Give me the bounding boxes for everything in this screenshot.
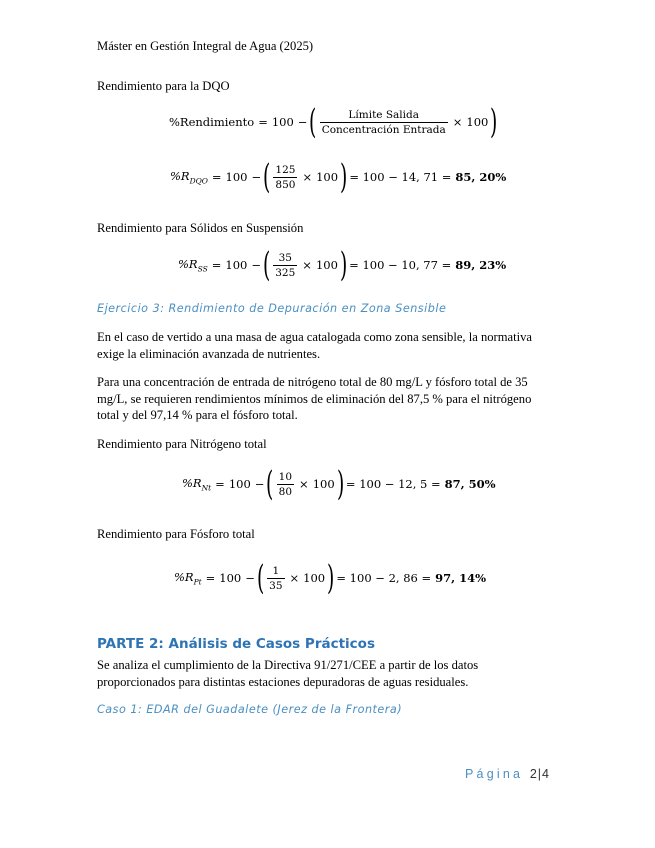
formula-nt-calc: $\%R_{Nt}$ = 100 − ( $\frac{10}{80}$ × 100 ) = 100 − 12, 5 = 87, 50% <box>182 464 496 504</box>
formula-fraction: $\frac{1}{35}$ <box>269 564 283 592</box>
formula-fraction: $\frac{35}{325}$ <box>275 251 296 279</box>
paragraph-concentraciones: Para una concentración de entrada de nitrógeno total de 80 mg/L y fósforo total de 35 mg/L, se requieren rendimientos mínimos de eliminación del 87,5 % para el nitrógeno total y del 97,14 % para el fósforo total. <box>97 375 532 422</box>
page-header-title: Máster en Gestión Integral de Agua (2025) <box>97 39 314 53</box>
formula-pt-calc: $\%R_{Pt}$ = 100 − ( $\frac{1}{35}$ × 100 ) = 100 − 2, 86 = 97, 14% <box>174 558 487 598</box>
footer-separator: | <box>537 767 542 781</box>
section-title-caso-1: Caso 1: EDAR del Guadalete (Jerez de la Frontera) <box>97 703 403 716</box>
formula-numerator: Límite Salida <box>348 108 419 121</box>
formula-fraction <box>320 109 448 136</box>
paragraph-zona-sensible: En el caso de vertido a una masa de agua catalogada como zona sensible, la normativa exige la eliminación avanzada de nutrientes. <box>97 330 533 361</box>
formula-result: 87, 50% <box>444 477 496 491</box>
heading-rendimiento-dqo: Rendimiento para la DQO <box>97 79 230 93</box>
formula-ss-calc: $\%R_{SS}$ = 100 − ( $\frac{35}{325}$ × 100 ) = 100 − 10, 77 = 89, 23% <box>178 245 507 285</box>
formula-lhs: $\%R_{Nt}$ <box>182 475 212 493</box>
formula-fraction: $\frac{10}{80}$ <box>278 470 293 498</box>
formula-fraction: $\frac{125}{850}$ <box>275 163 296 191</box>
formula-lhs: %Rendimiento <box>169 115 255 129</box>
paragraph-directiva: Se analiza el cumplimiento de la Directiva 91/271/CEE a partir de los datos proporcionados para distintas estaciones depuradoras de aguas residuales. <box>97 658 479 689</box>
footer-page: 2 <box>529 767 537 781</box>
heading-rendimiento-ss: Rendimiento para Sólidos en Suspensión <box>97 221 304 235</box>
formula-lhs: $\%R_{SS}$ <box>178 256 208 274</box>
formula-dqo-calc: $\%R_{DQO}$ = 100 − ( $\frac{125}{850}$ × 100 ) = 100 − 14, 71 = 85, 20% <box>170 157 507 197</box>
footer-total: 4 <box>542 767 549 781</box>
formula-result: 85, 20% <box>455 170 507 184</box>
formula-lhs: $\%R_{Pt}$ <box>174 569 202 587</box>
footer-label: Página <box>465 767 524 781</box>
heading-rendimiento-nt: Rendimiento para Nitrógeno total <box>97 437 267 451</box>
formula-denominator: Concentración Entrada <box>321 123 446 136</box>
section-title-parte-2: PARTE 2: Análisis de Casos Prácticos <box>97 636 375 652</box>
formula-rendimiento-general: %Rendimiento = 100 − ( $\frac{\text{Límite Salida}}{\text{Concentración Entrada}}$ × 100 ) <box>169 102 498 142</box>
formula-result: 97, 14% <box>435 571 487 585</box>
section-title-ejercicio-3: Ejercicio 3: Rendimiento de Depuración en Zona Sensible <box>97 302 447 315</box>
heading-rendimiento-pt: Rendimiento para Fósforo total <box>97 527 255 541</box>
formula-result: 89, 23% <box>455 258 507 272</box>
formula-lhs: $\%R_{DQO}$ <box>170 168 208 186</box>
page-footer <box>465 767 549 781</box>
